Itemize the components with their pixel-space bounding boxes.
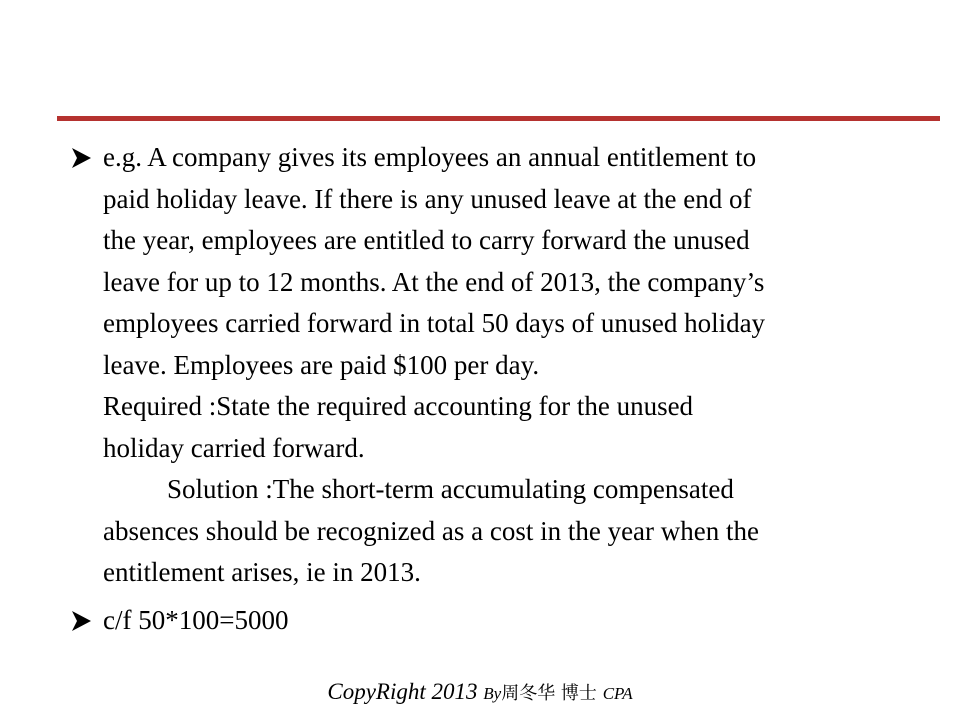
copyright-year: 2013 [431, 679, 478, 704]
copyright-author: 周冬华 博士 [501, 683, 597, 704]
text-line: employees carried forward in total 50 days of unused holiday [103, 308, 766, 338]
bullet-item-calculation [70, 600, 910, 642]
required-line: Required :State the required accounting for the unused [103, 391, 694, 421]
text-line: entitlement arises, ie in 2013. [103, 557, 421, 587]
text-line: c/f 50*100=5000 [103, 605, 289, 635]
copyright-suffix: CPA [602, 684, 633, 703]
calculation-text [103, 600, 910, 642]
bullet-item-example [70, 137, 910, 594]
text-line: e.g. A company gives its employees an annual entitlement to [103, 142, 757, 172]
text-line: absences should be recognized as a cost in the year when the [103, 515, 760, 546]
footer-copyright [0, 677, 960, 709]
arrowhead-bullet-icon [70, 600, 92, 642]
arrowhead-bullet-icon [70, 137, 92, 179]
text-line: the year, employees are entitled to carry forward the unused [103, 225, 750, 255]
copyright-by: By [483, 684, 502, 703]
title-divider-rule [57, 116, 940, 121]
text-line: leave. Employees are paid $100 per day. [103, 349, 540, 380]
copyright-label: CopyRight [327, 679, 426, 704]
example-paragraph [103, 137, 910, 594]
solution-line: Solution :The short-term accumulating compensated [167, 474, 734, 504]
text-line: leave for up to 12 months. At the end of 2013, the company’s [103, 266, 765, 297]
text-line: paid holiday leave. If there is any unused leave at the end of [103, 183, 752, 214]
text-line: holiday carried forward. [103, 432, 365, 463]
